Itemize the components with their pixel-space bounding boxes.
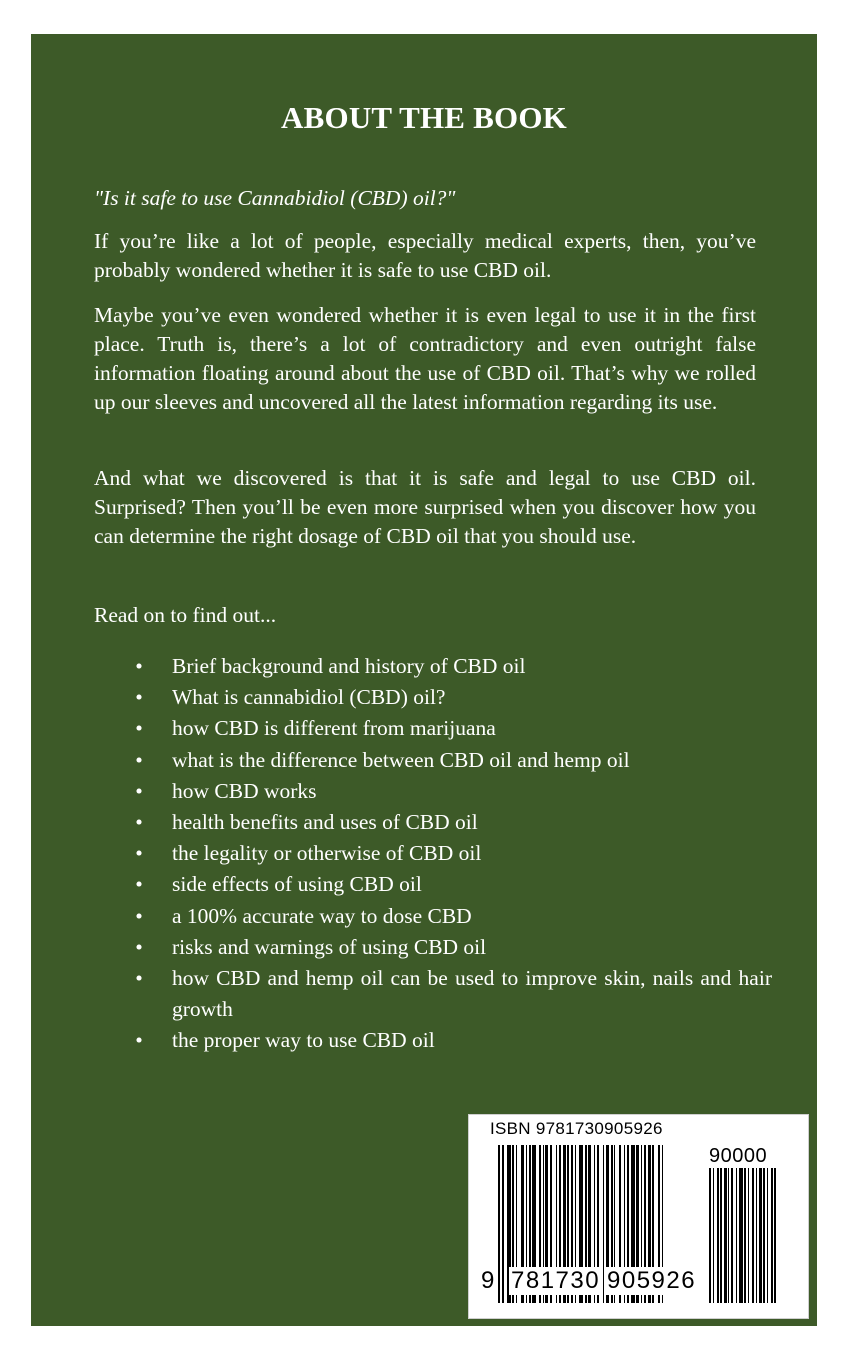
topics-list (135, 651, 772, 1057)
bullet-icon: • (135, 872, 143, 897)
list-item: • risks and warnings of using CBD oil (172, 932, 772, 963)
isbn-digit-first: 9 (481, 1267, 496, 1294)
list-item: • side effects of using CBD oil (172, 869, 772, 900)
list-item: • how CBD and hemp oil can be used to improve skin, nails and hair growth (172, 963, 772, 1025)
bullet-icon: • (135, 685, 143, 710)
bullet-icon: • (135, 716, 143, 741)
bullet-icon: • (135, 934, 143, 959)
page-title: ABOUT THE BOOK (281, 100, 567, 135)
list-item: • a 100% accurate way to dose CBD (172, 901, 772, 932)
bullet-icon: • (135, 747, 143, 772)
list-item: • health benefits and uses of CBD oil (172, 807, 772, 838)
bullet-icon: • (135, 966, 143, 991)
paragraph-2: Maybe you’ve even wondered whether it is even legal to use it in the first place. Truth is, there’s a lot of contradictory and even outright false information floating around about the use of CBD oil. That’s why we rolled up our sleeves and uncovered all the latest information regarding its use. (94, 303, 756, 414)
list-item: • how CBD works (172, 776, 772, 807)
paragraph-3: And what we discovered is that it is safe and legal to use CBD oil. Surprised? Then you’ll be even more surprised when you discover how you can determine the right dosage of CBD oil that you should use. (94, 466, 756, 548)
isbn-barcode (468, 1114, 809, 1319)
list-item: • what is the difference between CBD oil and hemp oil (172, 745, 772, 776)
isbn-label: ISBN 9781730905926 (490, 1119, 663, 1138)
list-item: • What is cannabidiol (CBD) oil? (172, 682, 772, 713)
bullet-icon: • (135, 810, 143, 835)
price-code: 90000 (709, 1145, 768, 1167)
list-item: • Brief background and history of CBD oil (172, 651, 772, 682)
bullet-icon: • (135, 778, 143, 803)
bullet-icon: • (135, 1028, 143, 1053)
paragraph-4: Read on to find out... (94, 603, 277, 627)
list-item: • how CBD is different from marijuana (172, 713, 772, 744)
list-item: • the legality or otherwise of CBD oil (172, 838, 772, 869)
isbn-digits (469, 1267, 808, 1297)
bullet-icon: • (135, 654, 143, 678)
back-cover (31, 34, 817, 1326)
bullet-icon: • (135, 903, 143, 928)
isbn-digits-right: 905926 (607, 1267, 697, 1294)
list-item: • the proper way to use CBD oil (172, 1025, 772, 1056)
opening-quote: "Is it safe to use Cannabidiol (CBD) oil?" (94, 186, 456, 210)
paragraph-1: If you’re like a lot of people, especially medical experts, then, you’ve probably wondered whether it is safe to use CBD oil. (94, 229, 756, 282)
isbn-digits-left: 781730 (511, 1267, 601, 1294)
bullet-icon: • (135, 841, 143, 866)
